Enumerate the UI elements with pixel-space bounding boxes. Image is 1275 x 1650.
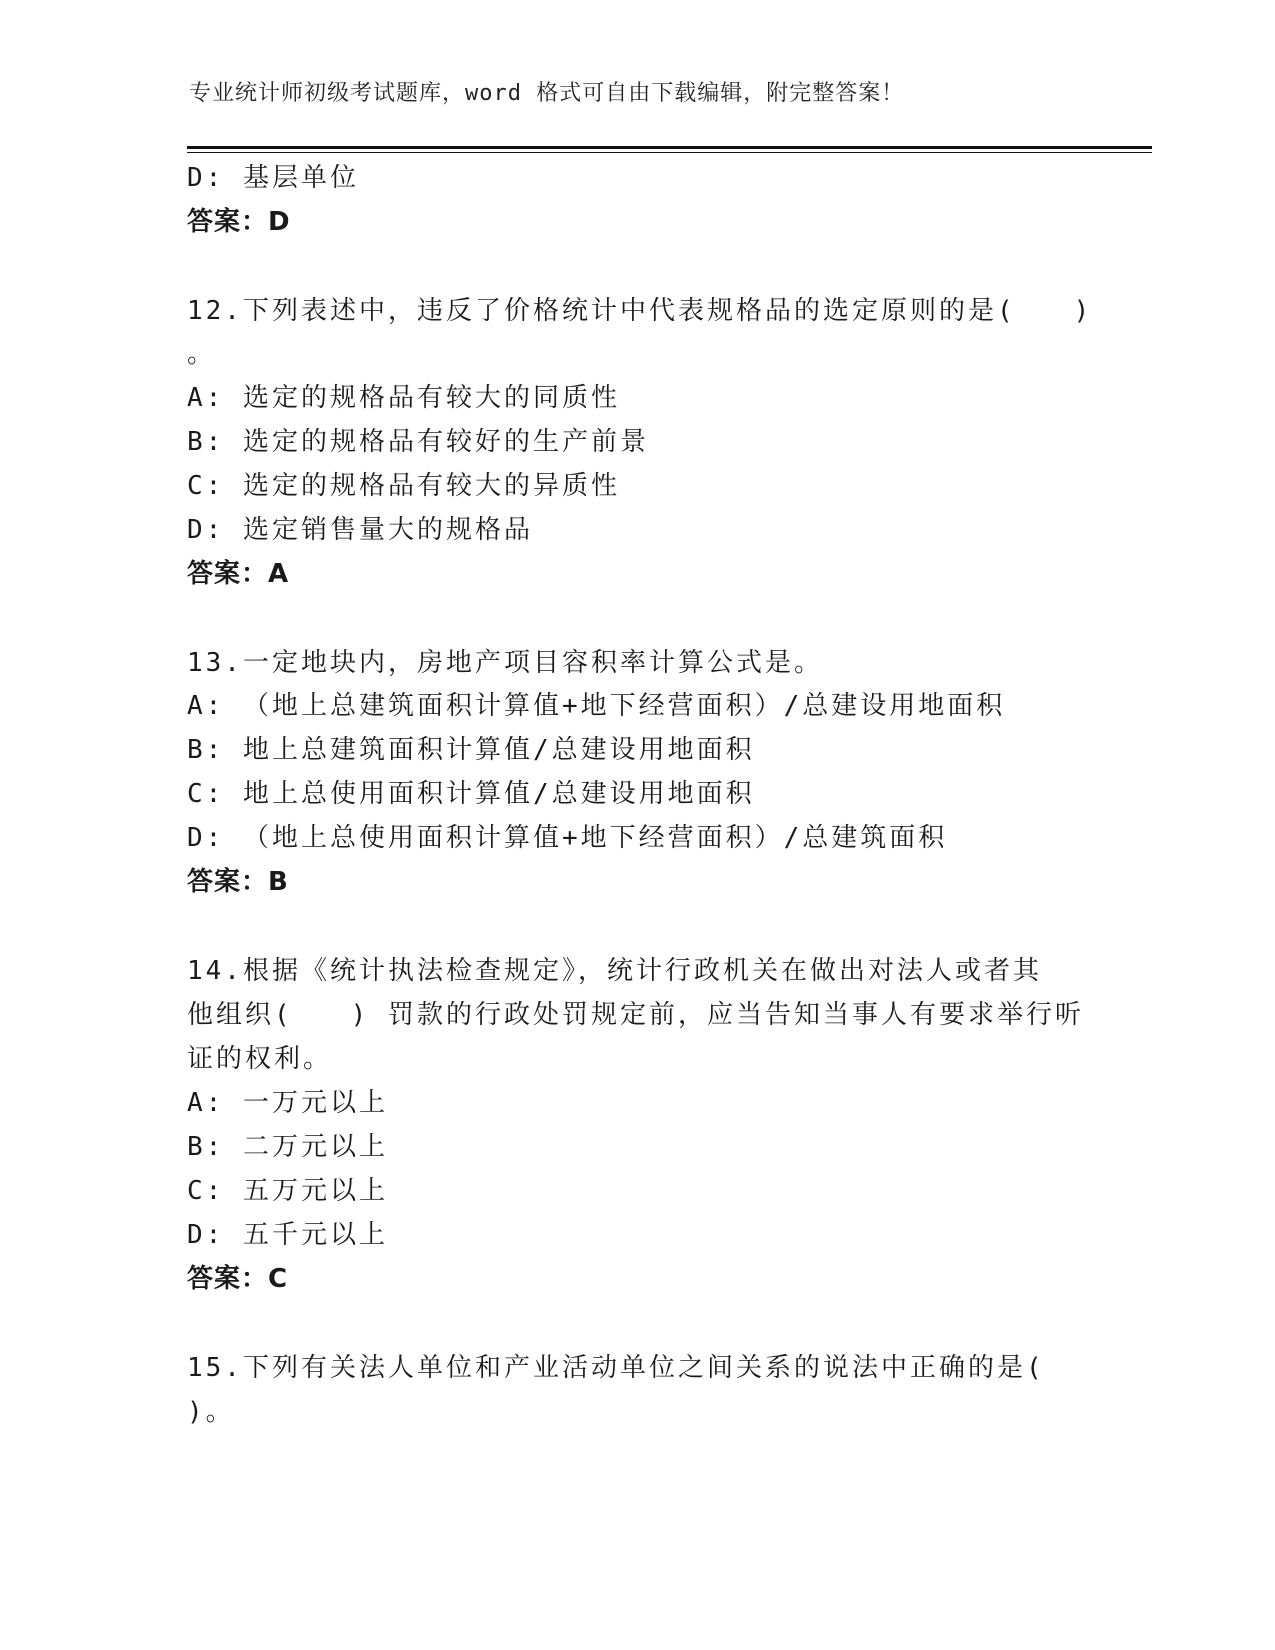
q13-option-a: A: （地上总建筑面积计算值+地下经营面积）/总建设用地面积	[187, 691, 1006, 721]
q14-stem-line3: 证的权利。	[187, 1044, 333, 1074]
q11-answer: 答案：D	[187, 207, 291, 237]
q15-stem-line1: 15.下列有关法人单位和产业活动单位之间关系的说法中正确的是(	[187, 1353, 1045, 1383]
q13-answer: 答案：B	[187, 867, 289, 897]
header-rule-thin	[187, 152, 1152, 153]
q13-option-c: C: 地上总使用面积计算值/总建设用地面积	[187, 779, 755, 809]
page-header: 专业统计师初级考试题库，word 格式可自由下载编辑，附完整答案！	[189, 81, 905, 106]
header-rule-thick	[187, 146, 1152, 149]
q11-option-d: D: 基层单位	[187, 163, 359, 193]
q14-option-b: B: 二万元以上	[187, 1132, 388, 1162]
q14-option-d: D: 五千元以上	[187, 1220, 388, 1250]
q12-option-a: A: 选定的规格品有较大的同质性	[187, 383, 620, 413]
q13-option-d: D: （地上总使用面积计算值+地下经营面积）/总建筑面积	[187, 823, 948, 853]
q13-option-b: B: 地上总建筑面积计算值/总建设用地面积	[187, 735, 755, 765]
q14-stem-line2: 他组织( ) 罚款的行政处罚规定前，应当告知当事人有要求举行听	[187, 1000, 1084, 1030]
q15-stem-line2: )。	[187, 1397, 235, 1427]
q14-option-c: C: 五万元以上	[187, 1176, 388, 1206]
q12-option-d: D: 选定销售量大的规格品	[187, 515, 533, 545]
q12-option-b: B: 选定的规格品有较好的生产前景	[187, 427, 649, 457]
q12-answer: 答案：A	[187, 559, 290, 589]
q14-option-a: A: 一万元以上	[187, 1088, 388, 1118]
q13-stem: 13.一定地块内，房地产项目容积率计算公式是。	[187, 648, 823, 678]
q14-stem-line1: 14.根据《统计执法检查规定》，统计行政机关在做出对法人或者其	[187, 956, 1042, 986]
q14-answer: 答案：C	[187, 1264, 289, 1294]
q12-stem-line1: 12.下列表述中，违反了价格统计中代表规格品的选定原则的是( )	[187, 296, 1093, 326]
q12-stem-line2: 。	[187, 339, 217, 369]
q12-option-c: C: 选定的规格品有较大的异质性	[187, 471, 620, 501]
